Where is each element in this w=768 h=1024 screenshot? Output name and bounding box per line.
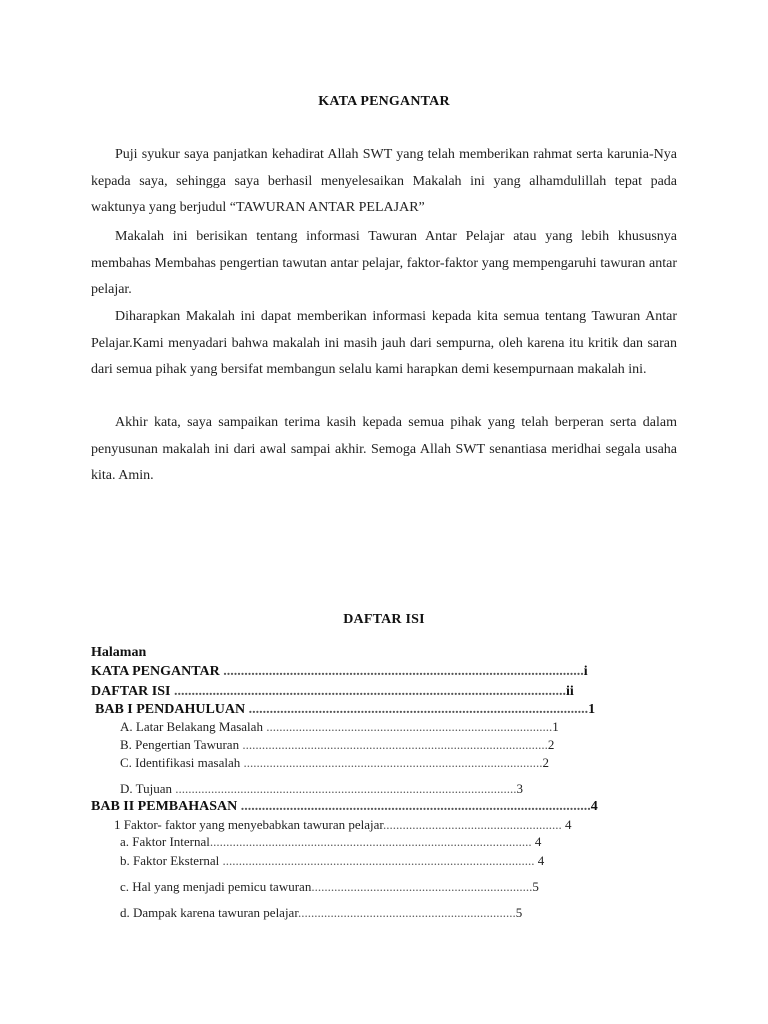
toc-entry-page: 1 <box>552 719 559 734</box>
toc-entry <box>114 817 652 833</box>
toc-entry-label: A. Latar Belakang Masalah <box>120 719 267 734</box>
toc-entry <box>91 664 631 680</box>
toc-entry <box>120 879 640 895</box>
toc-entry-page: 5 <box>532 879 539 894</box>
toc-entry-dots: ............................................................................................ <box>243 755 543 770</box>
toc-entry-page: 5 <box>515 905 523 920</box>
toc-entry-label: d. Dampak karena tawuran pelajar <box>120 905 298 920</box>
toc-entry-dots: ......................................................................................................... <box>175 781 517 796</box>
toc-entry-dots: ........................................................................................ <box>266 719 553 734</box>
toc-entry-dots: ................................................................................................................ <box>173 684 566 699</box>
paragraph-3: Diharapkan Makalah ini dapat memberikan informasi kepada kita semua tentang Tawuran Antar Pelajar.Kami menyadari bahwa makalah ini masih jauh dari sempurna, oleh karena itu kritik dan saran dari semua pihak yang bersifat membangun selalu kami harapkan demi kesempurnaan makalah ini. <box>91 309 677 377</box>
toc-entry-page: i <box>583 664 588 679</box>
toc-entry-page: 4 <box>534 834 542 849</box>
toc-entry-page: ii <box>565 684 574 699</box>
toc-entry-page: 3 <box>516 781 524 796</box>
kata-pengantar-title: KATA PENGANTAR <box>318 94 450 109</box>
toc-entry <box>95 702 637 718</box>
toc-entry-label: KATA PENGANTAR <box>91 664 224 679</box>
paragraph-1: Puji syukur saya panjatkan kehadirat Allah SWT yang telah memberikan rahmat serta karunia-Nya kepada saya, sehingga saya berhasil menyelesaikan Makalah ini yang alhamdulillah tepat pada waktunya yang berjudul “TAWURAN ANTAR PELAJAR” <box>91 147 677 215</box>
toc-entry-label: c. Hal yang menjadi pemicu tawuran <box>120 879 312 894</box>
paragraph-4: Akhir kata, saya sampaikan terima kasih kepada semua pihak yang telah berperan serta dalam penyusunan makalah ini dari awal sampai akhir. Semoga Allah SWT senantiasa meridhai segala usaha kita. Amin. <box>91 415 677 483</box>
toc-entry-dots: ................................................................................................ <box>222 853 535 868</box>
toc-entry <box>91 684 631 700</box>
toc-entry-dots: .............................................................................................. <box>242 737 548 752</box>
toc-entry-label: C. Identifikasi masalah <box>120 755 244 770</box>
toc-entry-dots: ................................................................................................... <box>209 834 535 849</box>
toc-entry-dots: ................................................................... <box>297 905 516 920</box>
toc-entry <box>120 905 640 921</box>
toc-entry-page: 2 <box>547 737 555 752</box>
toc-entry-dots: ....................................................................................................... <box>223 664 584 679</box>
toc-entry <box>120 853 628 869</box>
toc-entry <box>120 834 628 850</box>
toc-entry-dots: .................................................................... <box>311 879 533 894</box>
toc-entry-label: B. Pengertian Tawuran <box>120 737 243 752</box>
toc-entry-dots: ....................................................... <box>383 817 562 832</box>
daftar-isi-title: DAFTAR ISI <box>343 612 425 627</box>
toc-entry <box>120 755 630 771</box>
toc-entry-page: 1 <box>588 702 596 717</box>
halaman-label: Halaman <box>91 645 147 660</box>
toc-entry-page: 4 <box>590 799 598 814</box>
toc-entry-label: BAB II PEMBAHASAN <box>91 799 241 814</box>
toc-entry-dots: ................................................................................................. <box>248 702 589 717</box>
toc-entry-label: 1 Faktor- faktor yang menyebabkan tawuran pelajar <box>114 817 384 832</box>
toc-entry-page: 4 <box>534 853 545 868</box>
toc-entry-page: 4 <box>561 817 572 832</box>
toc-entry-dots: .................................................................................................... <box>240 799 591 814</box>
toc-entry <box>91 799 637 815</box>
toc-entry-label: a. Faktor Internal <box>120 834 210 849</box>
paragraph-2: Makalah ini berisikan tentang informasi Tawuran Antar Pelajar atau yang lebih khususnya membahas Membahas pengertian tawutan antar pelajar, faktor-faktor yang mempengaruhi tawuran antar pelajar. <box>91 229 677 297</box>
toc-entry <box>120 737 630 753</box>
toc-entry <box>120 781 618 797</box>
toc-entry-label: D. Tujuan <box>120 781 176 796</box>
toc-entry-label: BAB I PENDAHULUAN <box>95 702 249 717</box>
toc-entry-label: DAFTAR ISI <box>91 684 174 699</box>
toc-entry-label: b. Faktor Eksternal <box>120 853 223 868</box>
toc-entry-page: 2 <box>542 755 549 770</box>
toc-entry <box>120 719 630 735</box>
